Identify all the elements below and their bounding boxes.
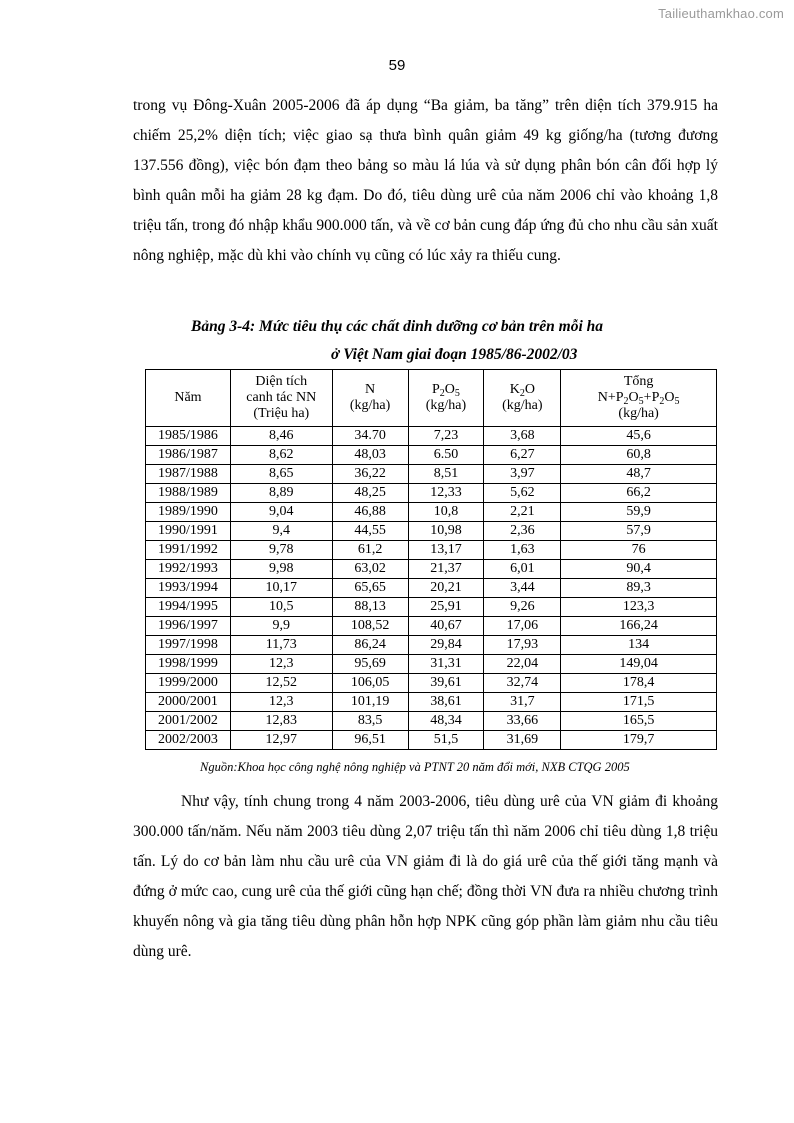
cell-p2o5: 25,91	[408, 598, 484, 617]
cell-area: 9,4	[230, 522, 332, 541]
table-row	[146, 446, 717, 465]
table-row	[146, 712, 717, 731]
table-caption-line-2: ở Việt Nam giai đoạn 1985/86-2002/03	[331, 346, 578, 363]
cell-total: 149,04	[561, 655, 717, 674]
cell-n: 44,55	[332, 522, 408, 541]
cell-n: 34.70	[332, 427, 408, 446]
cell-n: 96,51	[332, 731, 408, 750]
header-area: Diện tích canh tác NN (Triệu ha)	[230, 370, 332, 427]
cell-area: 9,78	[230, 541, 332, 560]
cell-k2o: 6,27	[484, 446, 561, 465]
table-row	[146, 522, 717, 541]
table-row	[146, 579, 717, 598]
table-row	[146, 484, 717, 503]
cell-k2o: 1,63	[484, 541, 561, 560]
cell-k2o: 2,21	[484, 503, 561, 522]
table-row	[146, 636, 717, 655]
cell-area: 11,73	[230, 636, 332, 655]
cell-total: 66,2	[561, 484, 717, 503]
cell-area: 12,83	[230, 712, 332, 731]
cell-p2o5: 12,33	[408, 484, 484, 503]
cell-p2o5: 8,51	[408, 465, 484, 484]
cell-k2o: 31,69	[484, 731, 561, 750]
table-row	[146, 541, 717, 560]
cell-year: 1993/1994	[146, 579, 231, 598]
table-header-row	[146, 370, 717, 427]
table-body	[146, 427, 717, 750]
cell-p2o5: 10,98	[408, 522, 484, 541]
cell-p2o5: 40,67	[408, 617, 484, 636]
table-caption-line-1: Bảng 3-4: Mức tiêu thụ các chất dinh dưỡng cơ bản trên mỗi ha	[191, 318, 603, 335]
cell-n: 46,88	[332, 503, 408, 522]
table-source-note: Nguồn:Khoa học công nghệ nông nghiệp và PTNT 20 năm đổi mới, NXB CTQG 2005	[200, 760, 630, 774]
watermark: Tailieuthamkhao.com	[658, 6, 784, 21]
nutrient-consumption-table	[145, 369, 717, 750]
cell-k2o: 5,62	[484, 484, 561, 503]
cell-total: 178,4	[561, 674, 717, 693]
cell-year: 1987/1988	[146, 465, 231, 484]
cell-p2o5: 29,84	[408, 636, 484, 655]
header-p2o5: $P_2O_5$ (kg/ha)	[408, 370, 484, 427]
cell-year: 2002/2003	[146, 731, 231, 750]
cell-p2o5: 39,61	[408, 674, 484, 693]
cell-p2o5: 48,34	[408, 712, 484, 731]
cell-area: 10,5	[230, 598, 332, 617]
cell-year: 1994/1995	[146, 598, 231, 617]
cell-area: 8,62	[230, 446, 332, 465]
cell-n: 61,2	[332, 541, 408, 560]
cell-n: 101,19	[332, 693, 408, 712]
cell-n: 88,13	[332, 598, 408, 617]
cell-total: 165,5	[561, 712, 717, 731]
cell-p2o5: 6.50	[408, 446, 484, 465]
body-paragraph-2: Như vậy, tính chung trong 4 năm 2003-2006, tiêu dùng urê của VN giảm đi khoảng 300.000 tấn/năm. Nếu năm 2003 tiêu dùng 2,07 triệu tấn thì năm 2006 chỉ tiêu dùng 1,8 triệu tấn. Lý do cơ bản làm nhu cầu urê của VN giảm đi là do giá urê của thế giới tăng mạnh và đứng ở mức cao, cung urê của thế giới cũng hạn chế; đồng thời VN đưa ra nhiều chương trình khuyến nông và gia tăng tiêu dùng phân hỗn hợp NPK cũng góp phần làm giảm nhu cầu tiêu dùng urê.	[133, 793, 718, 960]
cell-p2o5: 21,37	[408, 560, 484, 579]
cell-total: 48,7	[561, 465, 717, 484]
table-row	[146, 503, 717, 522]
cell-n: 95,69	[332, 655, 408, 674]
cell-n: 86,24	[332, 636, 408, 655]
cell-p2o5: 31,31	[408, 655, 484, 674]
cell-k2o: 3,97	[484, 465, 561, 484]
cell-total: 134	[561, 636, 717, 655]
page-number: 59	[388, 57, 406, 74]
table-row	[146, 731, 717, 750]
table-caption	[133, 313, 718, 369]
cell-n: 36,22	[332, 465, 408, 484]
cell-area: 12,3	[230, 693, 332, 712]
table-row	[146, 598, 717, 617]
table-row	[146, 560, 717, 579]
header-n: N (kg/ha)	[332, 370, 408, 427]
cell-k2o: 3,68	[484, 427, 561, 446]
cell-year: 1988/1989	[146, 484, 231, 503]
cell-p2o5: 51,5	[408, 731, 484, 750]
table-row	[146, 427, 717, 446]
cell-k2o: 17,93	[484, 636, 561, 655]
cell-year: 1998/1999	[146, 655, 231, 674]
cell-total: 90,4	[561, 560, 717, 579]
cell-total: 166,24	[561, 617, 717, 636]
cell-k2o: 2,36	[484, 522, 561, 541]
cell-k2o: 6,01	[484, 560, 561, 579]
cell-k2o: 9,26	[484, 598, 561, 617]
cell-k2o: 17,06	[484, 617, 561, 636]
cell-k2o: 22,04	[484, 655, 561, 674]
cell-area: 9,9	[230, 617, 332, 636]
cell-year: 1991/1992	[146, 541, 231, 560]
table-row	[146, 465, 717, 484]
cell-area: 12,52	[230, 674, 332, 693]
cell-n: 83,5	[332, 712, 408, 731]
cell-total: 171,5	[561, 693, 717, 712]
cell-year: 1989/1990	[146, 503, 231, 522]
cell-n: 106,05	[332, 674, 408, 693]
cell-total: 76	[561, 541, 717, 560]
cell-total: 59,9	[561, 503, 717, 522]
table-row	[146, 674, 717, 693]
cell-year: 1996/1997	[146, 617, 231, 636]
cell-area: 8,89	[230, 484, 332, 503]
cell-total: 123,3	[561, 598, 717, 617]
table-row	[146, 617, 717, 636]
cell-k2o: 32,74	[484, 674, 561, 693]
header-year: Năm	[146, 370, 231, 427]
cell-area: 8,65	[230, 465, 332, 484]
cell-year: 1999/2000	[146, 674, 231, 693]
cell-year: 1990/1991	[146, 522, 231, 541]
cell-total: 179,7	[561, 731, 717, 750]
cell-area: 12,3	[230, 655, 332, 674]
cell-n: 48,25	[332, 484, 408, 503]
cell-year: 1985/1986	[146, 427, 231, 446]
cell-area: 10,17	[230, 579, 332, 598]
cell-k2o: 31,7	[484, 693, 561, 712]
table-row	[146, 693, 717, 712]
cell-p2o5: 20,21	[408, 579, 484, 598]
cell-k2o: 33,66	[484, 712, 561, 731]
cell-area: 9,98	[230, 560, 332, 579]
cell-year: 1992/1993	[146, 560, 231, 579]
cell-p2o5: 38,61	[408, 693, 484, 712]
cell-p2o5: 10,8	[408, 503, 484, 522]
cell-year: 1986/1987	[146, 446, 231, 465]
table-row	[146, 655, 717, 674]
cell-n: 108,52	[332, 617, 408, 636]
cell-area: 8,46	[230, 427, 332, 446]
cell-area: 9,04	[230, 503, 332, 522]
cell-year: 1997/1998	[146, 636, 231, 655]
cell-year: 2000/2001	[146, 693, 231, 712]
header-k2o: $K_2O$ (kg/ha)	[484, 370, 561, 427]
cell-n: 63,02	[332, 560, 408, 579]
cell-k2o: 3,44	[484, 579, 561, 598]
cell-area: 12,97	[230, 731, 332, 750]
cell-total: 60,8	[561, 446, 717, 465]
cell-p2o5: 13,17	[408, 541, 484, 560]
body-paragraph-1: trong vụ Đông-Xuân 2005-2006 đã áp dụng “Ba giảm, ba tăng” trên diện tích 379.915 ha chiếm 25,2% diện tích; việc giao sạ thưa bình quân giảm 49 kg giống/ha (tương đương 137.556 đồng), việc bón đạm theo bảng so màu lá lúa và sử dụng phân bón cân đối hợp lý bình quân mỗi ha giảm 28 kg đạm. Do đó, tiêu dùng urê của năm 2006 chỉ vào khoảng 1,8 triệu tấn, trong đó nhập khẩu 900.000 tấn, và về cơ bản cung đáp ứng đủ cho nhu cầu sản xuất nông nghiệp, mặc dù khi vào chính vụ cũng có lúc xảy ra thiếu cung.	[133, 97, 718, 264]
cell-p2o5: 7,23	[408, 427, 484, 446]
cell-total: 45,6	[561, 427, 717, 446]
cell-n: 48,03	[332, 446, 408, 465]
header-total: Tổng $N+P_2O_5+P_2O_5$ (kg/ha)	[561, 370, 717, 427]
cell-n: 65,65	[332, 579, 408, 598]
cell-total: 89,3	[561, 579, 717, 598]
cell-total: 57,9	[561, 522, 717, 541]
cell-year: 2001/2002	[146, 712, 231, 731]
